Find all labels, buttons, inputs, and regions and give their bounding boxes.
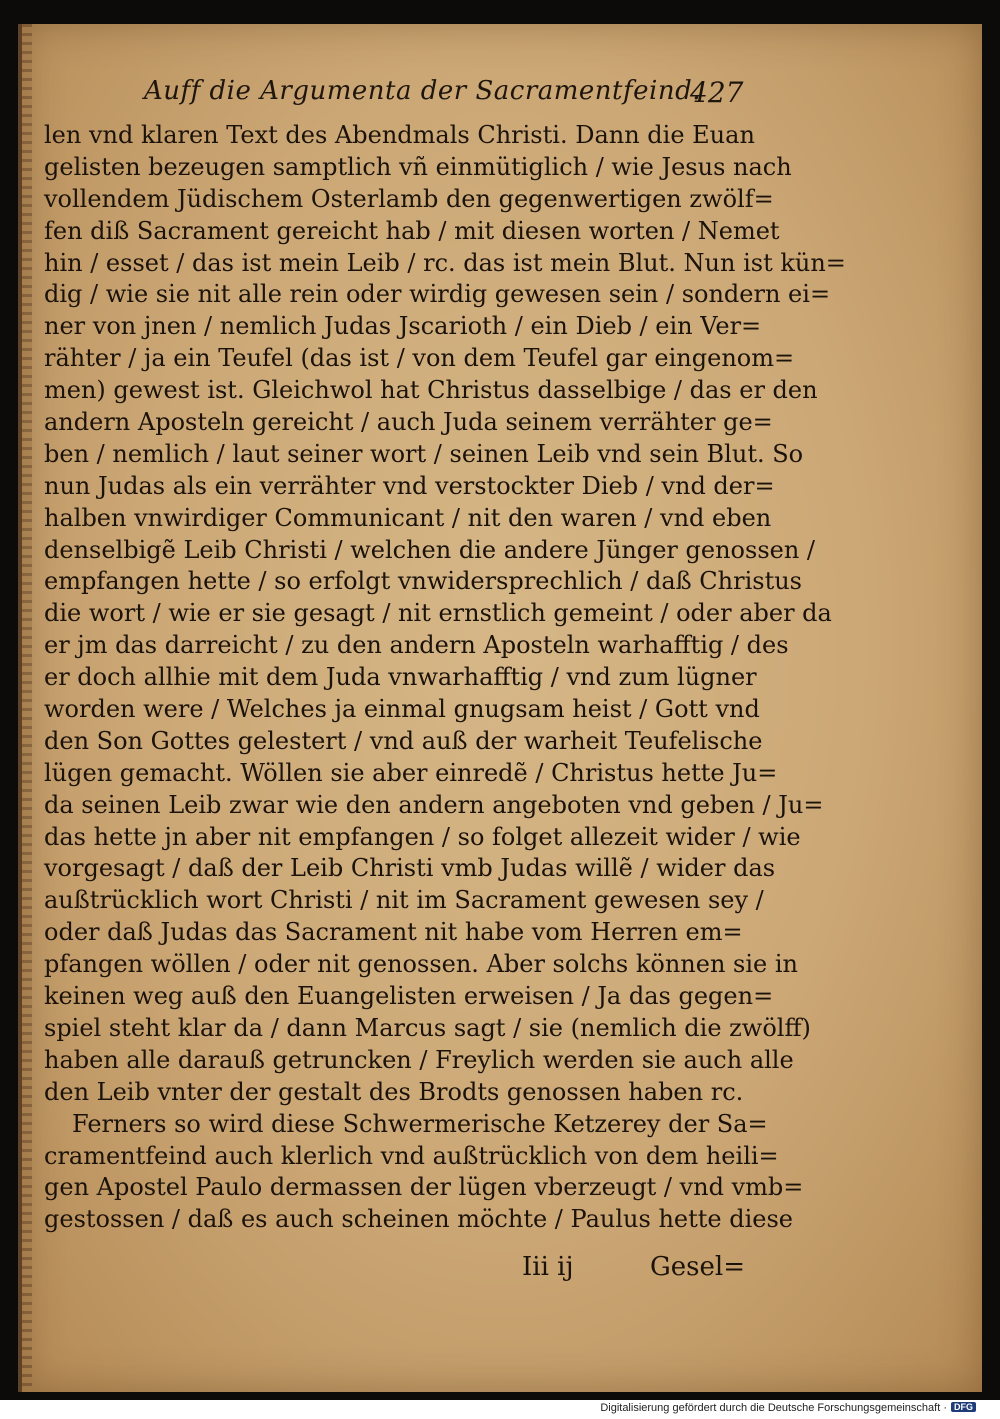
text-line: vorgesagt / daß der Leib Christi vmb Judas willẽ / wider das: [44, 854, 776, 883]
text-line: men) gewest ist. Gleichwol hat Christus dasselbige / das er den: [44, 376, 818, 405]
text-line: ben / nemlich / laut seiner wort / seinen Leib vnd sein Blut. So: [44, 439, 804, 468]
text-line: gelisten bezeugen samptlich vñ einmütiglich / wie Jesus nach: [44, 152, 792, 181]
digitization-credit: [600, 1402, 976, 1414]
text-line: dig / wie sie nit alle rein oder wirdig gewesen sein / sondern ei=: [44, 280, 831, 309]
text-line: gestossen / daß es auch scheinen möchte / Paulus hette diese: [44, 1205, 793, 1234]
text-line: nun Judas als ein verrähter vnd verstockter Dieb / vnd der=: [44, 471, 775, 500]
signature-mark: Iii ij: [522, 1252, 574, 1282]
dfg-logo-icon: DFG: [951, 1402, 976, 1412]
text-line: keinen weg auß den Euangelisten erweisen / Ja das gegen=: [44, 982, 774, 1011]
text-line: lügen gemacht. Wöllen sie aber einredẽ / Christus hette Ju=: [44, 758, 778, 787]
text-line: cramentfeind auch klerlich vnd außtrücklich von dem heili=: [44, 1141, 779, 1170]
text-line: er doch allhie mit dem Juda vnwarhafftig / vnd zum lügner: [44, 663, 757, 692]
text-line: die wort / wie er sie gesagt / nit ernstlich gemeint / oder aber da: [44, 599, 832, 628]
text-line: da seinen Leib zwar wie den andern angeboten vnd geben / Ju=: [44, 790, 824, 819]
text-line: rähter / ja ein Teufel (das ist / von dem Teufel gar eingenom=: [44, 344, 795, 373]
running-title: Auff die Argumenta der Sacramentfeind.: [144, 76, 701, 106]
binding-gutter: [22, 24, 32, 1392]
text-line: das hette jn aber nit empfangen / so folget allezeit wider / wie: [44, 822, 801, 851]
text-line: gen Apostel Paulo dermassen der lügen vberzeugt / vnd vmb=: [44, 1173, 804, 1202]
text-line: empfangen hette / so erfolgt vnwidersprechlich / daß Christus: [44, 567, 802, 596]
text-line: ner von jnen / nemlich Judas Jscarioth / ein Dieb / ein Ver=: [44, 312, 762, 341]
text-line: pfangen wöllen / oder nit genossen. Aber solchs können sie in: [44, 950, 798, 979]
text-line: oder daß Judas das Sacrament nit habe vom Herren em=: [44, 918, 743, 947]
text-line: hin / esset / das ist mein Leib / rc. das ist mein Blut. Nun ist kün=: [44, 248, 846, 277]
text-line: denselbigẽ Leib Christi / welchen die andere Jünger genossen /: [44, 535, 816, 564]
book-page: [18, 24, 982, 1392]
text-line: len vnd klaren Text des Abendmals Christi. Dann die Euan: [44, 121, 755, 149]
body-text: [44, 120, 846, 1236]
text-line: halben vnwirdiger Communicant / nit den waren / vnd eben: [44, 503, 772, 532]
text-line: haben alle darauß getruncken / Freylich werden sie auch alle: [44, 1045, 794, 1074]
text-line: andern Aposteln gereicht / auch Juda seinem verrähter ge=: [44, 408, 773, 437]
text-line: fen diß Sacrament gereicht hab / mit diesen worten / Nemet: [44, 216, 780, 245]
text-line: worden were / Welches ja einmal gnugsam heist / Gott vnd: [44, 695, 760, 724]
text-line: Ferners so wird diese Schwermerische Ketzerey der Sa=: [72, 1109, 768, 1138]
text-line: außtrücklich wort Christi / nit im Sacrament gewesen sey /: [44, 886, 764, 915]
page-number: 427: [690, 76, 744, 109]
catchword: Gesel=: [650, 1252, 745, 1282]
credit-text: Digitalisierung gefördert durch die Deutsche Forschungsgemeinschaft ·: [600, 1402, 947, 1414]
text-line: den Leib vnter der gestalt des Brodts genossen haben rc.: [44, 1077, 744, 1106]
credit-bar: [0, 1400, 1000, 1419]
text-line: vollendem Jüdischem Osterlamb den gegenwertigen zwölf=: [44, 184, 774, 213]
text-line: den Son Gottes gelestert / vnd auß der warheit Teufelische: [44, 726, 763, 755]
text-line: spiel steht klar da / dann Marcus sagt / sie (nemlich die zwölff): [44, 1013, 811, 1042]
text-line: er jm das darreicht / zu den andern Aposteln warhafftig / des: [44, 631, 789, 660]
